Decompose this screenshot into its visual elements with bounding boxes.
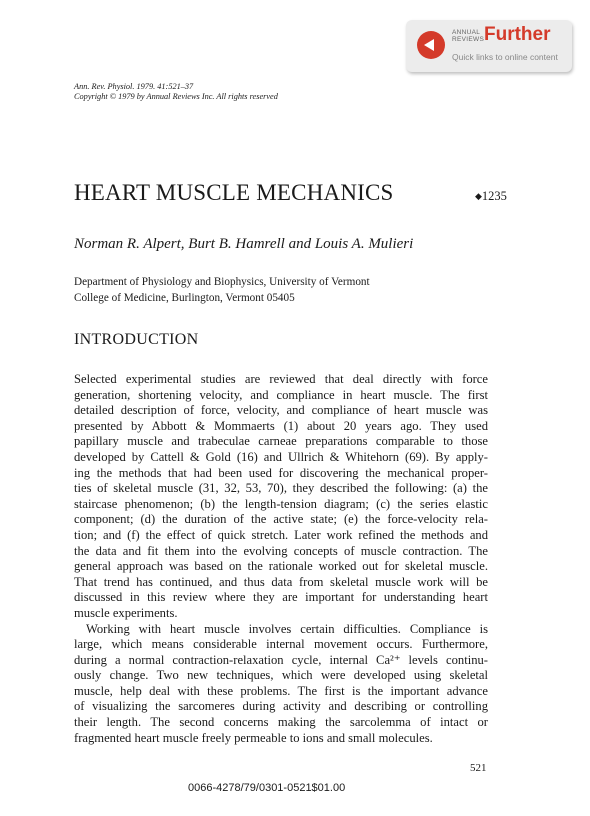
text-line: component; (d) the duration of the active state; (e) the force-velocity rela- [74, 512, 488, 527]
play-back-icon [417, 31, 445, 59]
text-line: the data and fit them into the evolving concepts of muscle contraction. The [74, 543, 488, 558]
text-line: discussed in this review where they are important for understanding heart [74, 590, 488, 605]
citation-line-1: Ann. Rev. Physiol. 1979. 41:521–37 [74, 82, 194, 91]
further-banner[interactable] [406, 20, 572, 72]
text-line: ing the methods that had been used for discovering the mechanical proper- [74, 465, 488, 480]
page-number: 521 [470, 762, 487, 774]
section-heading: INTRODUCTION [74, 331, 199, 348]
text-line: Selected experimental studies are reviewed that deal directly with force [74, 372, 488, 386]
article-code [475, 189, 507, 204]
citation-line-2: Copyright © 1979 by Annual Reviews Inc. All rights reserved [74, 92, 278, 101]
text-line: muscle experiments. [74, 605, 178, 620]
text-line: large, which means considerable internal movement occurs. Furthermore, [74, 637, 488, 652]
text-line: That trend has continued, and thus data from skeletal muscle work will be [74, 574, 488, 589]
affiliation-line: College of Medicine, Burlington, Vermont 05405 [74, 292, 295, 304]
text-line: ously change. Two new techniques, which were developed using skeletal [74, 668, 488, 683]
text-line: general approach was based on the rationale worked out for skeletal muscle. [74, 559, 488, 574]
diamond-icon: ◆ [475, 191, 482, 201]
text-line: of visualizing the sarcomeres during activity and describing or controlling [74, 699, 488, 714]
text-line: staircase phenomenon; (b) the length-tension diagram; (c) the series elastic [74, 496, 488, 511]
text-line: ties of skeletal muscle (31, 32, 53, 70), they described the following: (a) the [74, 481, 488, 496]
paragraph-1 [74, 372, 488, 622]
text-line: muscle, help deal with these problems. The first is the important advance [74, 683, 488, 698]
text-line: generation, shortening velocity, and compliance in heart muscle. The first [74, 387, 488, 402]
text-line: tion; and (f) the effect of quick stretch. Later work refined the methods and [74, 527, 488, 542]
text-line: developed by Cattell & Gold (16) and Ullrich & Whitehorn (69). By apply- [74, 449, 488, 464]
affiliation [74, 274, 370, 306]
article-code-number: 1235 [481, 189, 507, 203]
text-line: papillary muscle and trabeculae carneae preparations comparable to those [74, 434, 488, 449]
footer-code: 0066-4278/79/0301-0521$01.00 [188, 782, 346, 794]
text-line: detailed description of force, velocity, and compliance of heart muscle was [74, 403, 488, 418]
body-text [74, 372, 488, 746]
text-line: Working with heart muscle involves certain difficulties. Compliance is [86, 621, 488, 636]
paragraph-2 [74, 622, 488, 747]
further-label: Further [484, 24, 551, 45]
article-title: HEART MUSCLE MECHANICS [74, 180, 394, 205]
further-subtitle: Quick links to online content [452, 52, 558, 62]
authors: Norman R. Alpert, Burt B. Hamrell and Louis A. Mulieri [74, 236, 414, 252]
text-line: presented by Abbott & Mommaerts (1) about 20 years ago. They used [74, 418, 488, 433]
text-line: fragmented heart muscle freely permeable to ions and small molecules. [74, 730, 433, 745]
text-line: their length. The second concerns making the sarcolemma of intact or [74, 715, 488, 730]
affiliation-line: Department of Physiology and Biophysics, University of Vermont [74, 276, 370, 288]
citation [74, 82, 278, 102]
text-line: during a normal contraction-relaxation cycle, internal Ca²⁺ levels continu- [74, 652, 488, 667]
annual-reviews-logo: ANNUAL REVIEWS [452, 29, 485, 43]
